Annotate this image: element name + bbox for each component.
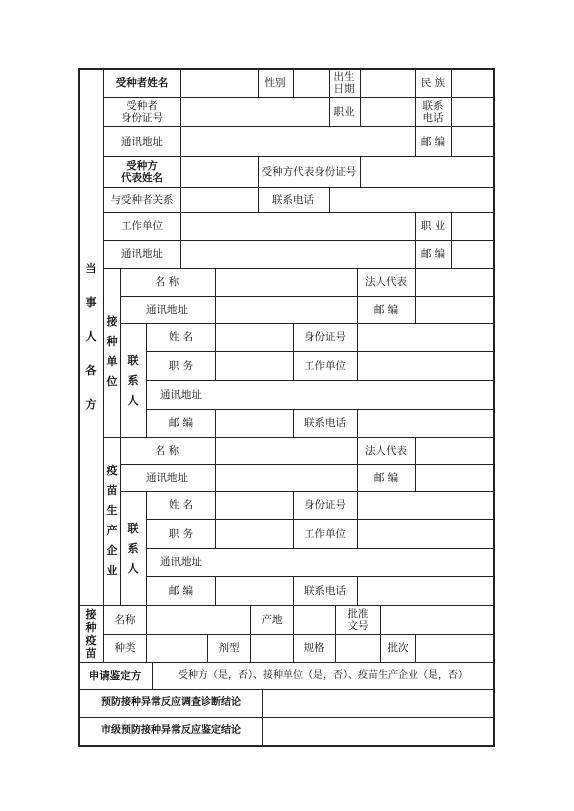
birth-date-label: 出生 日期 bbox=[333, 71, 355, 95]
gender-label: 性别 bbox=[264, 77, 286, 89]
vacc-unit-contact-work-label: 工作单位 bbox=[304, 360, 346, 372]
recipient-address-label: 通讯地址 bbox=[121, 136, 163, 148]
recipient-job-label: 职业 bbox=[333, 106, 355, 118]
vaccine-origin-label: 产地 bbox=[261, 614, 283, 626]
manufacturer-contact-address-label: 通讯地址 bbox=[160, 556, 202, 568]
ethnicity-label: 民 族 bbox=[420, 77, 446, 89]
frame-bottom bbox=[78, 745, 495, 747]
vacc-unit-contact-zip-label: 邮 编 bbox=[168, 417, 194, 429]
manufacturer-contact-name-label: 姓 名 bbox=[168, 499, 194, 511]
manufacturer-contact-zip-label: 邮 编 bbox=[168, 585, 194, 597]
vaccine-batch-label: 批次 bbox=[387, 642, 409, 654]
vaccine-name-label: 名称 bbox=[114, 614, 136, 626]
vacc-unit-contact-group-label: 联系人 bbox=[127, 354, 139, 407]
parties-section-label: 当事人各方 bbox=[85, 262, 97, 411]
manufacturer-contact-id-label: 身份证号 bbox=[304, 499, 346, 511]
rep-address-label: 通讯地址 bbox=[121, 248, 163, 260]
rep-work-label: 工作单位 bbox=[121, 220, 163, 232]
prevent-conclusion-label: 预防接种异常反应调查诊断结论 bbox=[101, 697, 241, 708]
manufacturer-address-label: 通讯地址 bbox=[146, 472, 188, 484]
vaccine-approval-label: 批准 文号 bbox=[347, 608, 369, 632]
manufacturer-zip-label: 邮 编 bbox=[373, 472, 399, 484]
manufacturer-contact-group-label: 联系人 bbox=[127, 522, 139, 575]
vacc-unit-zip-label: 邮 编 bbox=[373, 304, 399, 316]
vaccine-dosage-label: 剂型 bbox=[218, 642, 240, 654]
vacc-unit-contact-phone-label: 联系电话 bbox=[304, 417, 346, 429]
rep-name-label: 受种方 代表姓名 bbox=[121, 160, 163, 184]
vacc-unit-contact-post-label: 职 务 bbox=[168, 360, 194, 372]
relationship-label: 与受种者关系 bbox=[110, 194, 174, 206]
recipient-zip-label: 邮 编 bbox=[420, 136, 446, 148]
frame-right bbox=[493, 68, 495, 747]
vaccine-section-label: 接种疫苗 bbox=[85, 608, 97, 660]
manufacturer-contact-phone-label: 联系电话 bbox=[304, 585, 346, 597]
vacc-unit-address-label: 通讯地址 bbox=[146, 304, 188, 316]
city-conclusion-label: 市级预防接种异常反应鉴定结论 bbox=[101, 725, 241, 736]
rep-phone-label: 联系电话 bbox=[272, 194, 314, 206]
vacc-unit-name-label: 名 称 bbox=[154, 276, 180, 288]
manufacturer-contact-work-label: 工作单位 bbox=[304, 528, 346, 540]
recipient-name-label: 受种者姓名 bbox=[115, 77, 169, 89]
rep-id-label: 受种方代表身份证号 bbox=[261, 166, 357, 178]
vaccine-spec-label: 规格 bbox=[303, 642, 325, 654]
vacc-unit-contact-address-label: 通讯地址 bbox=[160, 389, 202, 401]
vacc-unit-group-label: 接种单位 bbox=[106, 315, 118, 388]
manufacturer-legal-rep-label: 法人代表 bbox=[365, 445, 407, 457]
manufacturer-contact-post-label: 职 务 bbox=[168, 528, 194, 540]
vaccine-type-label: 种类 bbox=[114, 642, 136, 654]
recipient-phone-label: 联系 电话 bbox=[422, 100, 444, 124]
rep-job-label: 职 业 bbox=[420, 220, 446, 232]
manufacturer-name-label: 名 称 bbox=[154, 445, 180, 457]
rep-zip-label: 邮 编 bbox=[420, 248, 446, 260]
frame-top bbox=[78, 68, 495, 70]
vacc-unit-contact-name-label: 姓 名 bbox=[168, 331, 194, 343]
recipient-id-label: 受种者 身份证号 bbox=[121, 100, 163, 124]
frame-left bbox=[78, 68, 80, 747]
applicant-label: 申请鉴定方 bbox=[88, 670, 142, 682]
vacc-unit-legal-rep-label: 法人代表 bbox=[365, 276, 407, 288]
manufacturer-group-label: 疫苗生产企业 bbox=[106, 464, 118, 577]
vacc-unit-contact-id-label: 身份证号 bbox=[304, 331, 346, 343]
applicant-options: 受种方（是，否）、接种单位（是，否）、疫苗生产企业（是，否） bbox=[178, 670, 468, 681]
